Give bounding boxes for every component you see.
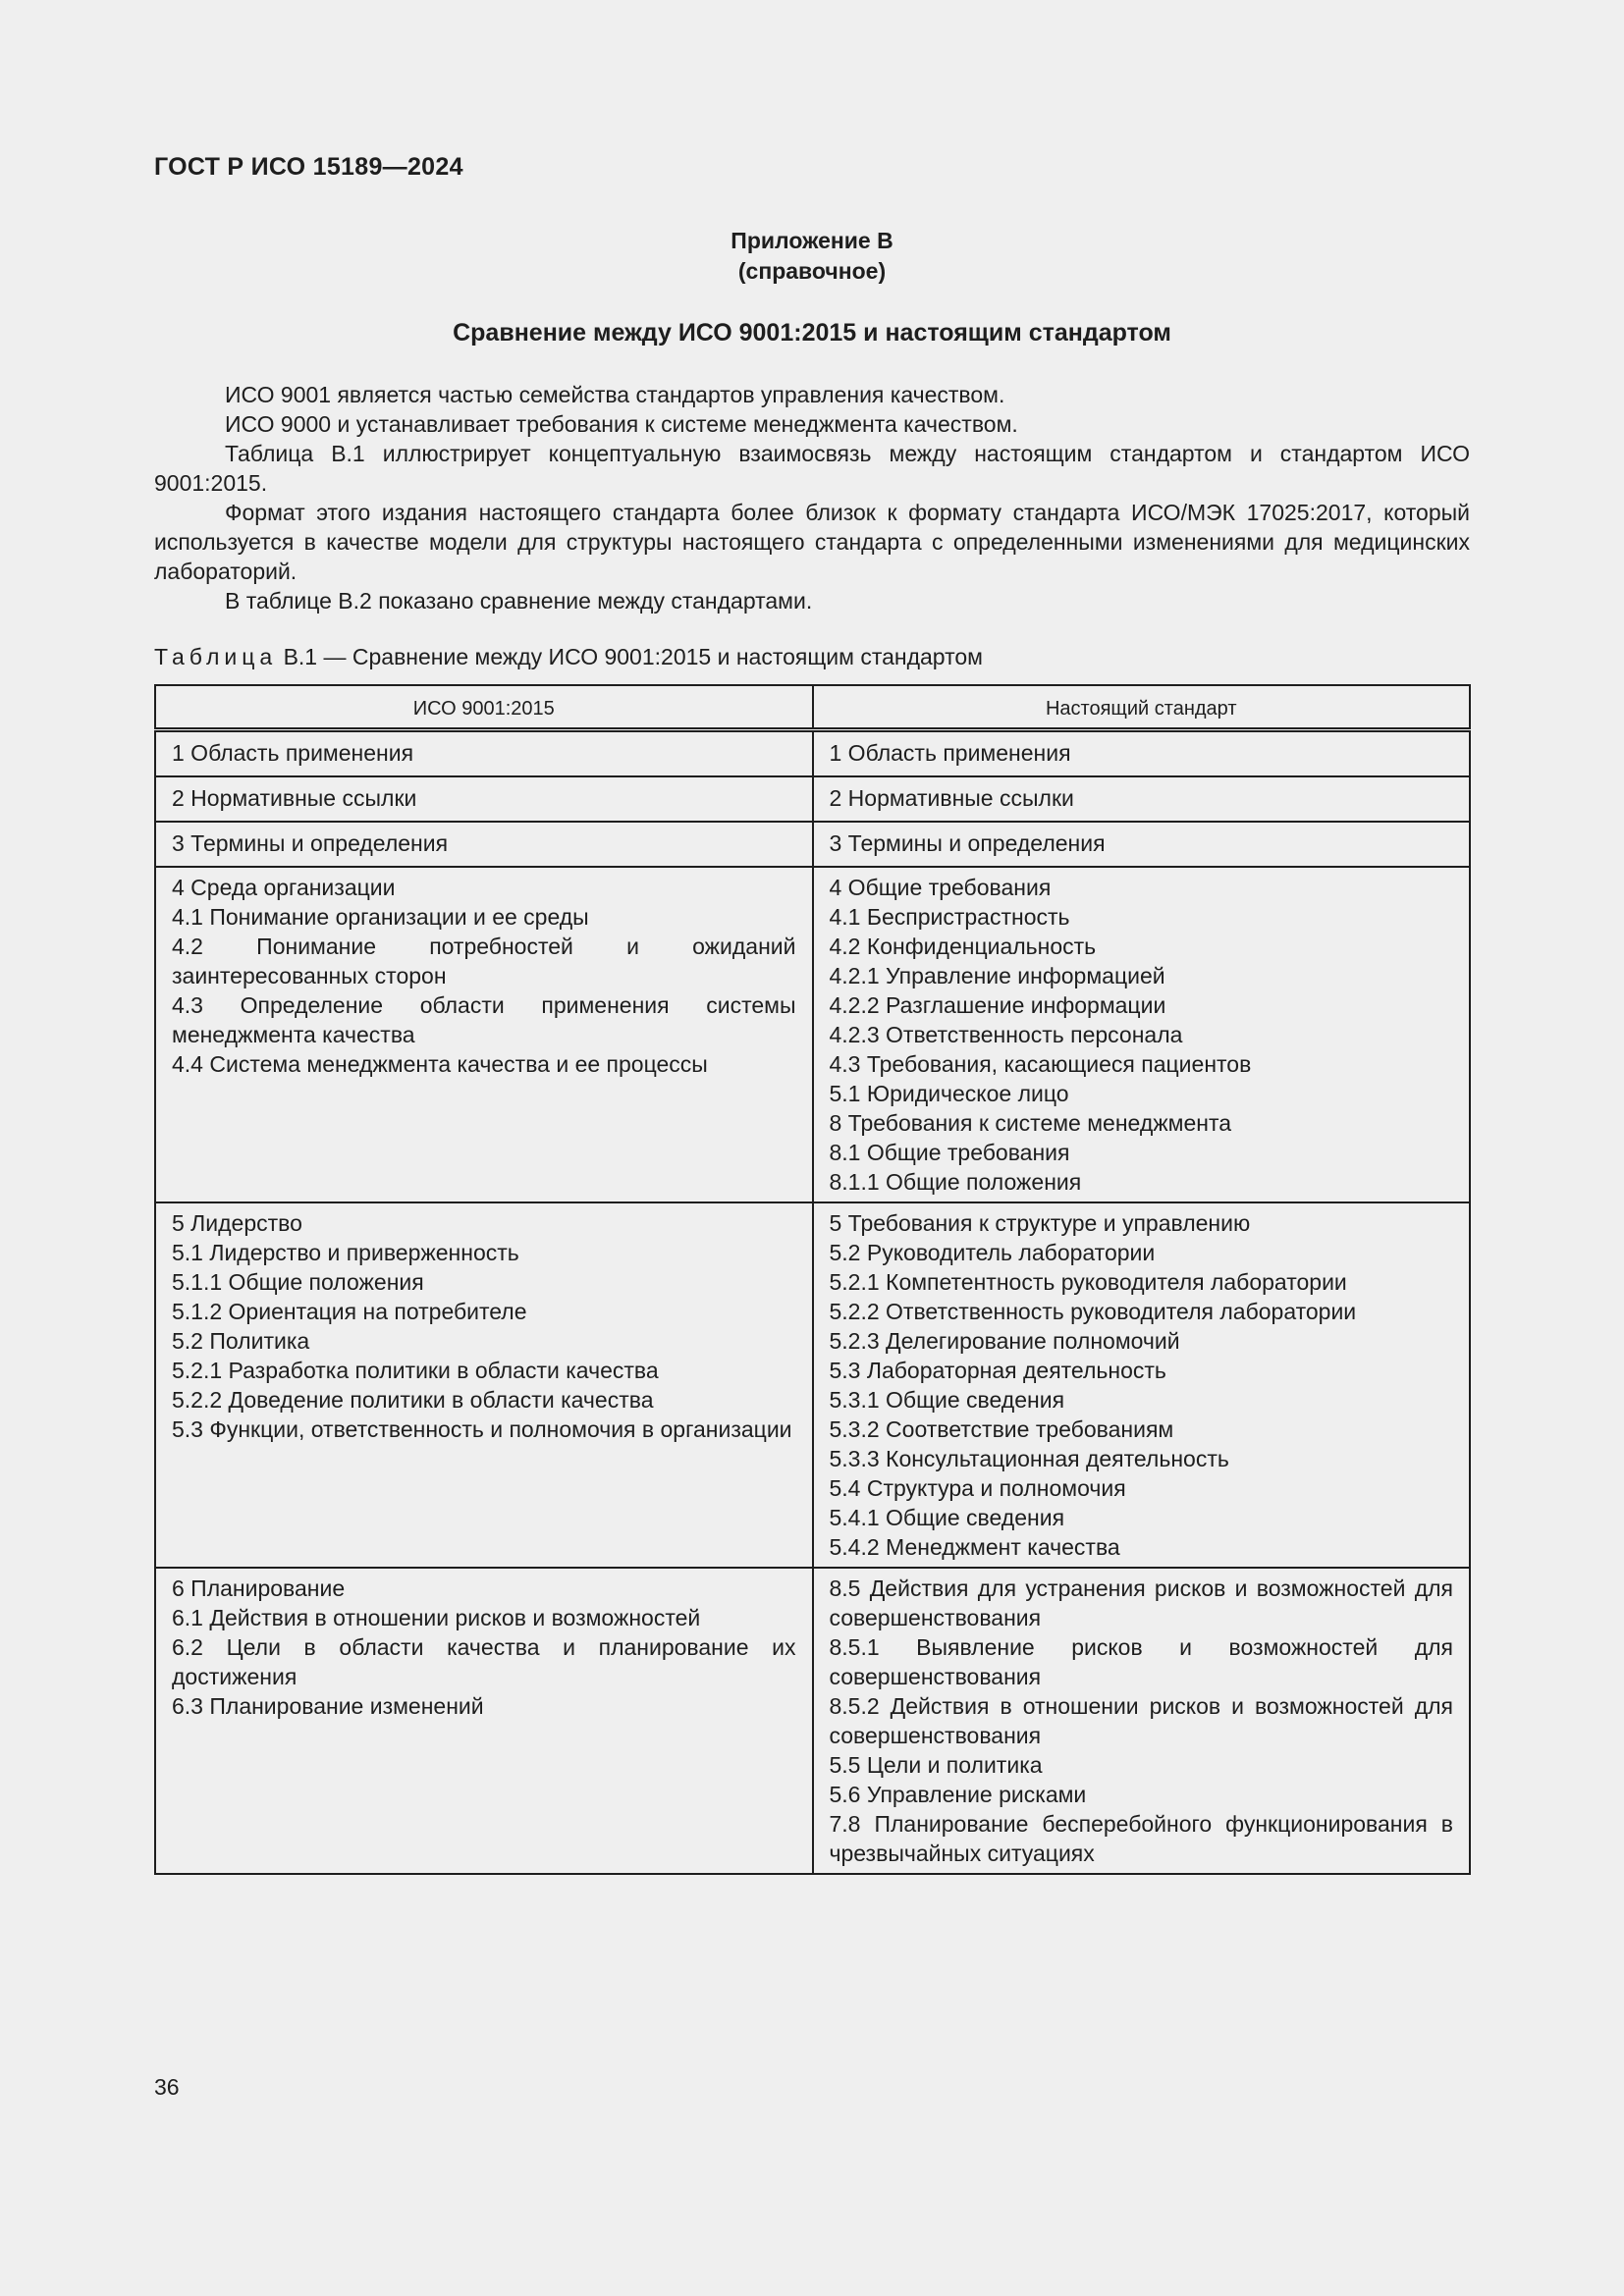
clause-item: 5.2 Политика [172,1328,310,1354]
column-header-iso9001: ИСО 9001:2015 [155,685,813,730]
clause-item: 4 Общие требования [829,875,1052,900]
clause-item: 4.3 Определение области применения системы менеджмента качества [172,992,796,1047]
clause-item: 4.1 Понимание организации и ее среды [172,904,589,930]
clause-item: 5.5 Цели и политика [829,1752,1043,1778]
table-row [155,776,1470,822]
standard-designation: ГОСТ Р ИСО 15189—2024 [154,153,463,181]
clause-item: 5.2.2 Ответственность руководителя лаборатории [829,1299,1357,1324]
clause-item: 5.4.1 Общие сведения [829,1505,1065,1530]
clause-item: 6 Планирование [172,1575,346,1601]
comparison-table [154,684,1471,1875]
clause-item: 5.1.1 Общие положения [172,1269,424,1295]
annex-title: Приложение В [731,228,893,253]
annex-subtitle: (справочное) [737,258,887,284]
clause-item: 4.2.3 Ответственность персонала [829,1022,1183,1047]
table-caption [154,644,983,670]
table-row [155,730,1470,777]
clause-item: 5.2.1 Разработка политики в области качества [172,1358,659,1383]
clause-item: 8.5 Действия для устранения рисков и возможностей для совершенствования [829,1575,1453,1630]
intro-text [154,380,1470,615]
table-cell [813,867,1471,1202]
clause-item: 4 Среда организации [172,875,396,900]
clause-item: 5.2 Руководитель лаборатории [829,1240,1156,1265]
column-header-this-standard: Настоящий стандарт [813,685,1471,730]
clause-item: 5.2.1 Компетентность руководителя лаборатории [829,1269,1347,1295]
table-cell: 3 Термины и определения [155,822,813,867]
intro-paragraph: ИСО 9000 и устанавливает требования к системе менеджмента качеством. [225,411,1018,437]
table-cell: 3 Термины и определения [813,822,1471,867]
clause-item: 4.1 Беспристрастность [829,904,1070,930]
clause-item: 5 Лидерство [172,1210,302,1236]
table-row [155,867,1470,1202]
table-cell [813,1202,1471,1568]
clause-item: 5.1 Юридическое лицо [829,1081,1069,1106]
clause-item: 5.4.2 Менеджмент качества [829,1534,1120,1560]
table-header-row [155,685,1470,730]
clause-item: 8.5.2 Действия в отношении рисков и возможностей для совершенствования [829,1693,1453,1748]
table-cell [813,1568,1471,1874]
table-cell: 2 Нормативные ссылки [155,776,813,822]
clause-item: 4.2.1 Управление информацией [829,963,1165,988]
clause-item: 5.3 Лабораторная деятельность [829,1358,1166,1383]
clause-item: 8.1 Общие требования [829,1140,1070,1165]
table-cell: 2 Нормативные ссылки [813,776,1471,822]
clause-item: 5.3.3 Консультационная деятельность [829,1446,1229,1471]
clause-item: 8 Требования к системе менеджмента [829,1110,1232,1136]
clause-item: 8.5.1 Выявление рисков и возможностей для совершенствования [829,1634,1453,1689]
clause-item: 4.3 Требования, касающиеся пациентов [829,1051,1252,1077]
intro-paragraph: ИСО 9001 является частью семейства стандартов управления качеством. [225,382,1005,407]
table-cell [155,867,813,1202]
clause-item: 5.3.1 Общие сведения [829,1387,1065,1413]
clause-item: 5.6 Управление рисками [829,1782,1087,1807]
clause-item: 5.2.2 Доведение политики в области качества [172,1387,654,1413]
table-cell [155,1202,813,1568]
section-title: Сравнение между ИСО 9001:2015 и настоящим стандартом [453,319,1171,347]
intro-paragraph: Формат этого издания настоящего стандарта более близок к формату стандарта ИСО/МЭК 17025:2017, который используется в качестве модели для структуры настоящего стандарта с определенными изменениями для медицинских лабораторий. [154,500,1470,584]
clause-item: 4.2.2 Разглашение информации [829,992,1166,1018]
clause-item: 5.1 Лидерство и приверженность [172,1240,519,1265]
intro-paragraph: В таблице В.2 показано сравнение между стандартами. [225,588,813,614]
clause-item: 5 Требования к структуре и управлению [829,1210,1251,1236]
intro-paragraph: Таблица В.1 иллюстрирует концептуальную взаимосвязь между настоящим стандартом и стандартом ИСО 9001:2015. [154,441,1470,496]
table-caption-text: В.1 — Сравнение между ИСО 9001:2015 и настоящим стандартом [283,644,983,669]
table-row [155,822,1470,867]
clause-item: 5.1.2 Ориентация на потребителе [172,1299,527,1324]
clause-item: 6.3 Планирование изменений [172,1693,484,1719]
table-caption-label: Таблица [154,644,278,669]
table-cell: 1 Область применения [813,730,1471,777]
annex-heading [154,226,1470,287]
clause-item: 7.8 Планирование бесперебойного функционирования в чрезвычайных ситуациях [829,1811,1453,1866]
table-row [155,1568,1470,1874]
page-number: 36 [154,2074,180,2100]
clause-item: 5.2.3 Делегирование полномочий [829,1328,1180,1354]
clause-item: 6.2 Цели в области качества и планирование их достижения [172,1634,796,1689]
clause-item: 6.1 Действия в отношении рисков и возможностей [172,1605,701,1630]
table-cell: 1 Область применения [155,730,813,777]
clause-item: 8.1.1 Общие положения [829,1169,1082,1195]
clause-item: 4.4 Система менеджмента качества и ее процессы [172,1051,708,1077]
clause-item: 5.3 Функции, ответственность и полномочия в организации [172,1416,792,1442]
table-cell [155,1568,813,1874]
table-row [155,1202,1470,1568]
clause-item: 4.2 Конфиденциальность [829,934,1097,959]
clause-item: 5.3.2 Соответствие требованиям [829,1416,1174,1442]
clause-item: 4.2 Понимание потребностей и ожиданий заинтересованных сторон [172,934,796,988]
clause-item: 5.4 Структура и полномочия [829,1475,1126,1501]
